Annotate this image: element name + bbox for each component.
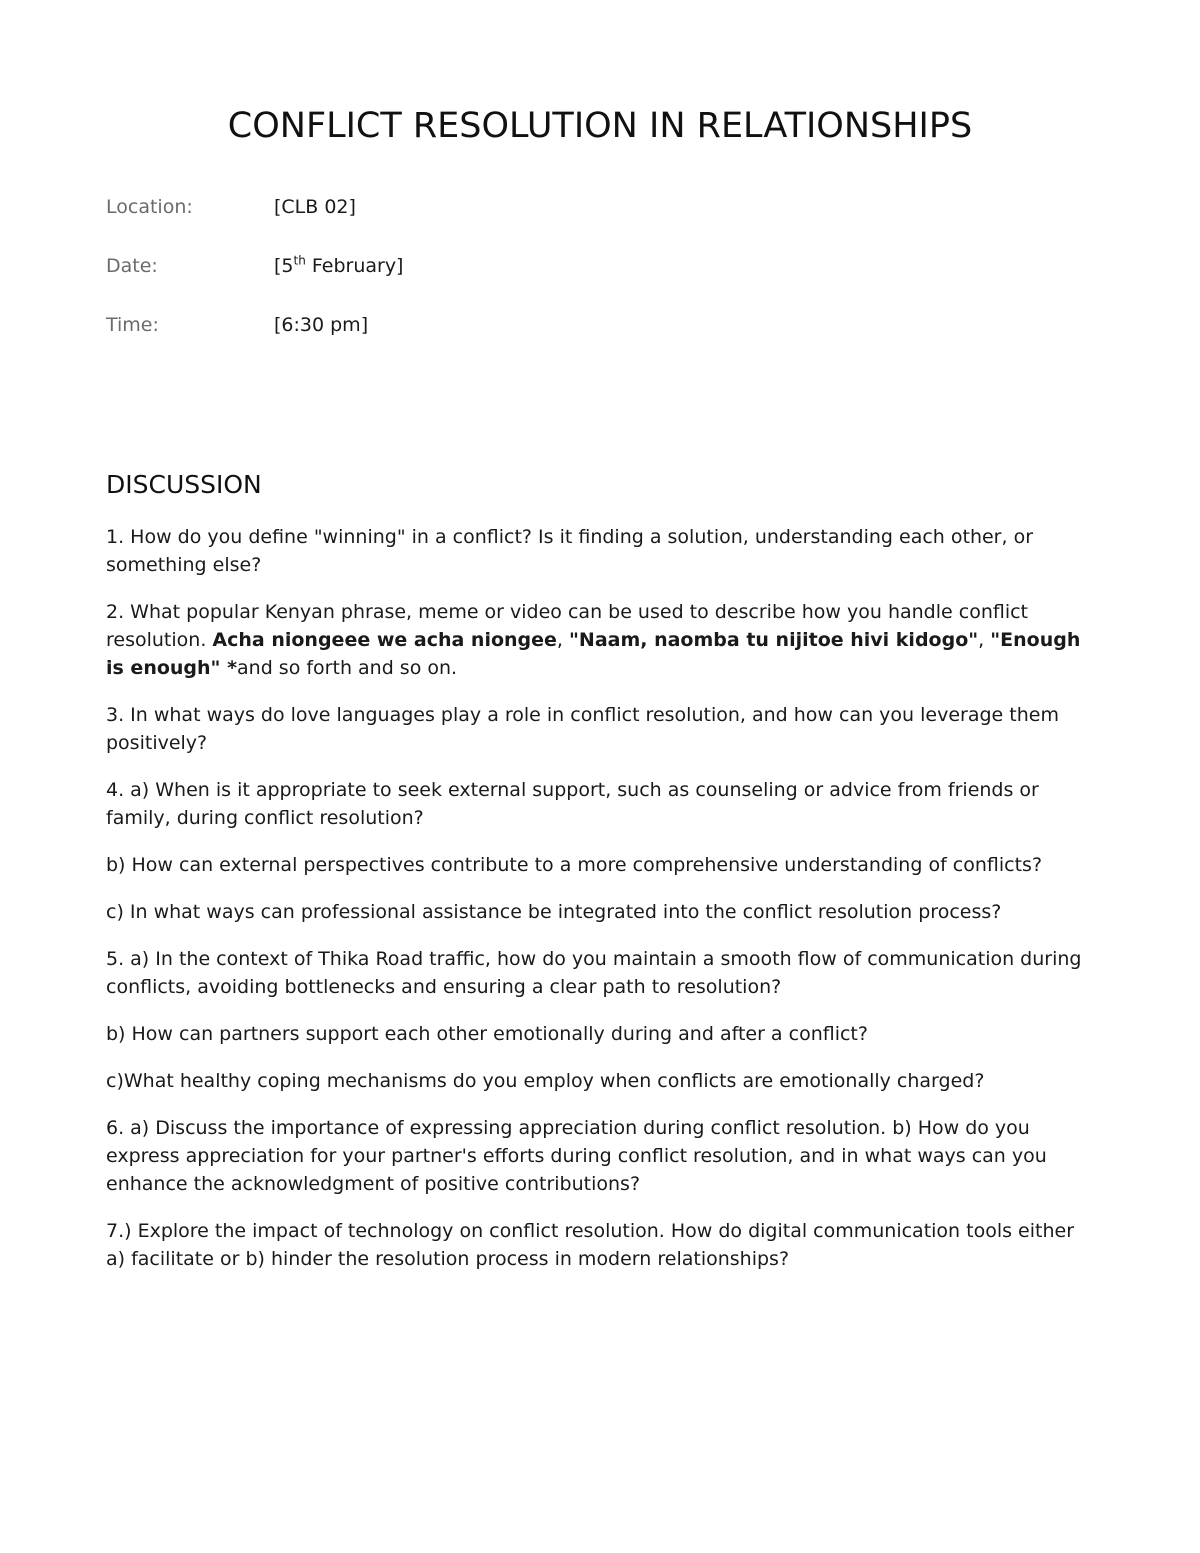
question-2-phrase-3: "Enough is enough" * xyxy=(106,629,1081,679)
question-4c: c) In what ways can professional assistance be integrated into the conflict resolution process? xyxy=(106,901,1002,923)
date-value-ordinal: th xyxy=(293,253,306,268)
question-2-tail: and so forth and so on. xyxy=(237,657,458,679)
time-label: Time: xyxy=(106,314,159,336)
date-value xyxy=(274,254,403,278)
date-row xyxy=(106,254,403,278)
question-4a: 4. a) When is it appropriate to seek external support, such as counseling or advice from friends or family, during conflict resolution? xyxy=(106,779,1039,829)
discussion-questions xyxy=(106,523,1096,1292)
question-7: 7.) Explore the impact of technology on conflict resolution. How do digital communication tools either a) facilitate or b) hinder the resolution process in modern relationships? xyxy=(106,1220,1075,1270)
location-label: Location: xyxy=(106,196,193,218)
location-row xyxy=(106,195,356,219)
time-row xyxy=(106,313,368,337)
date-value-prefix: [5 xyxy=(274,255,294,277)
question-2-text: 2. What popular Kenyan phrase, meme or video can be used to describe how you handle conflict resolution. xyxy=(106,601,1029,651)
location-value: [CLB 02] xyxy=(274,196,356,218)
question-5b: b) How can partners support each other emotionally during and after a conflict? xyxy=(106,1023,868,1045)
date-value-suffix: February] xyxy=(305,255,404,277)
time-value: [6:30 pm] xyxy=(274,314,369,336)
question-2 xyxy=(106,598,1096,682)
question-2-phrase-2: "Naam, naomba tu nijitoe hivi kidogo" xyxy=(569,629,979,651)
question-6: 6. a) Discuss the importance of expressing appreciation during conflict resolution. b) How do you express appreciation for your partner's efforts during conflict resolution, and in what ways can you enhance the acknowledgment of positive contributions? xyxy=(106,1117,1047,1195)
date-label: Date: xyxy=(106,255,158,277)
question-2-phrase-1: Acha niongeee we acha niongee xyxy=(212,629,557,651)
question-1: 1. How do you define "winning" in a conflict? Is it finding a solution, understanding each other, or something else? xyxy=(106,526,1034,576)
question-2-separator-2: , xyxy=(978,629,991,651)
question-5c: c)What healthy coping mechanisms do you employ when conflicts are emotionally charged? xyxy=(106,1070,985,1092)
discussion-heading: DISCUSSION xyxy=(106,470,262,499)
question-2-separator-1: , xyxy=(556,629,570,651)
question-4b: b) How can external perspectives contribute to a more comprehensive understanding of conflicts? xyxy=(106,854,1043,876)
question-5a: 5. a) In the context of Thika Road traffic, how do you maintain a smooth flow of communication during conflicts, avoiding bottlenecks and ensuring a clear path to resolution? xyxy=(106,948,1082,998)
question-3: 3. In what ways do love languages play a role in conflict resolution, and how can you leverage them positively? xyxy=(106,704,1059,754)
document-title: CONFLICT RESOLUTION IN RELATIONSHIPS xyxy=(227,106,973,146)
